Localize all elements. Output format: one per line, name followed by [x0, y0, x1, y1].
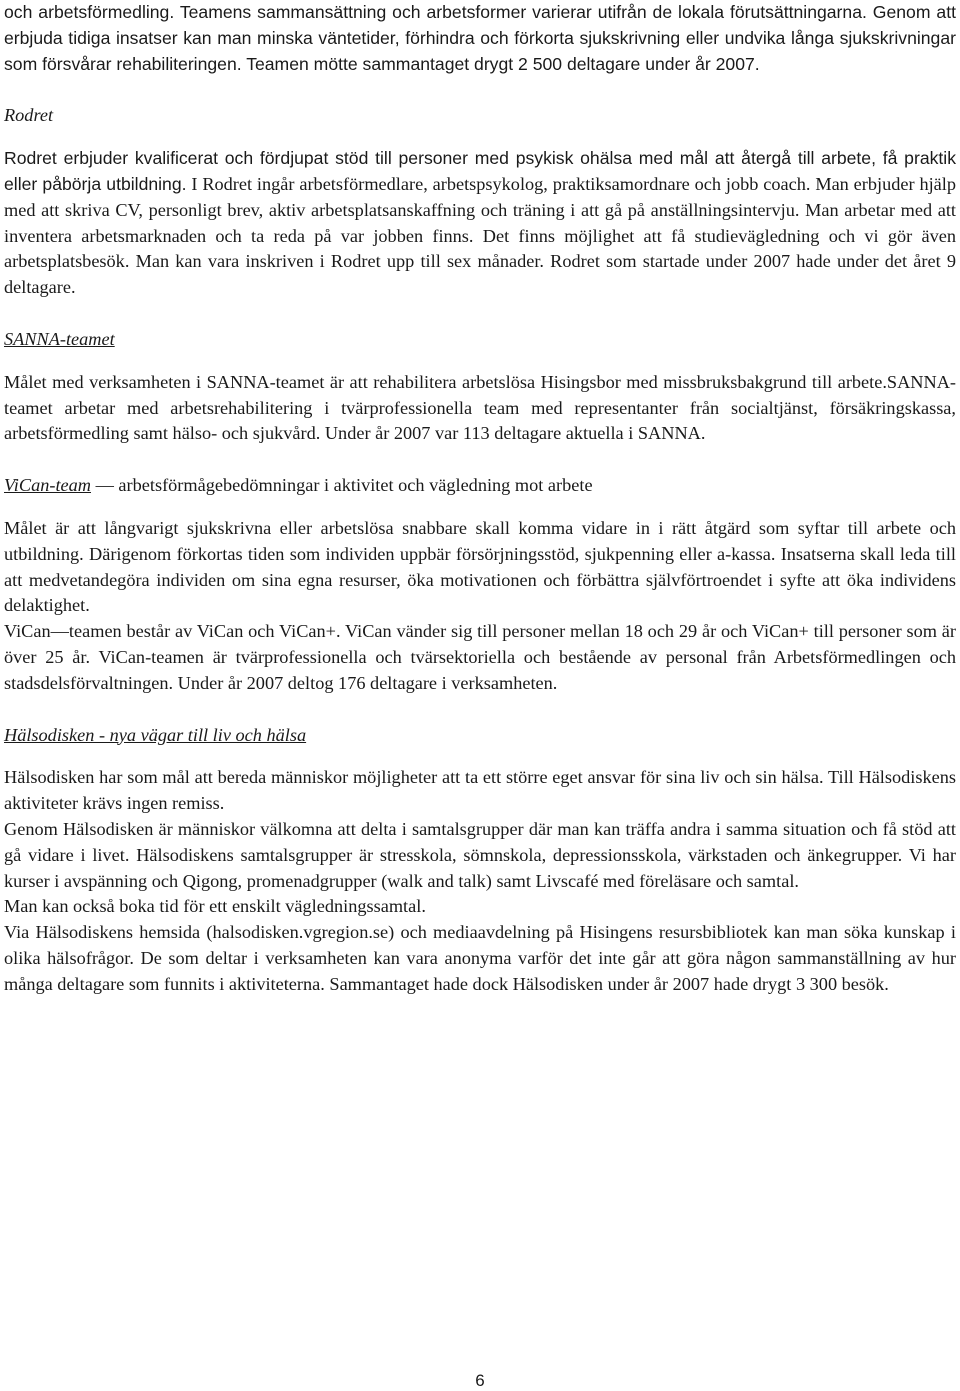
- halsodisken-paragraph-3: Man kan också boka tid för ett enskilt vägledningssamtal.: [4, 896, 426, 917]
- section-heading-vican-text: ViCan-team: [4, 475, 91, 496]
- section-heading-vican: [4, 473, 956, 499]
- section-heading-vican-subtitle: — arbetsförmågebedömningar i aktivitet och vägledning mot arbete: [91, 475, 593, 496]
- halsodisken-paragraph-1: Hälsodisken har som mål att bereda människor möjligheter att ta ett större eget ansvar för sina liv och sin hälsa. Till Hälsodiskens aktiviteter krävs ingen remiss.: [4, 767, 956, 814]
- section-heading-rodret: [4, 103, 956, 129]
- rodret-paragraph: [4, 146, 956, 301]
- section-heading-halsodisken-text: Hälsodisken - nya vägar till liv och hälsa: [4, 724, 307, 745]
- halsodisken-paragraph-2: Genom Hälsodisken är människor välkomna att delta i samtalsgrupper där man kan träffa andra i samma situation och få stöd att gå vidare i livet. Hälsodiskens samtalsgrupper är stresskola, sömnskola, depressionsskola, värkstaden och änkegrupper. Vi har kurser i avspänning och Qigong, promenadgrupper (walk and talk) samt Livscafé med föreläsare och samtal.: [4, 818, 956, 891]
- vican-paragraph: Målet är att långvarigt sjukskrivna eller arbetslösa snabbare skall komma vidare in i rätt åtgärd som syftar till arbete och utbildning. Därigenom förkortas tiden som individen uppbär försörjningsstöd, sjukpenning eller a-kassa. Insatserna skall leda till att medvetandegöra individen om sina egna resurser, öka motivationen och förbättra självförtroendet i syfte att öka individens delaktighet.: [4, 517, 956, 616]
- sanna-paragraph: Målet med verksamheten i SANNA-teamet är att rehabilitera arbetslösa Hisingsbor med missbruksbakgrund till arbete.SANNA-teamet arbetar med arbetsrehabilitering i tvärprofessionella team med representanter från socialtjänst, försäkringskassa, arbetsförmedling samt hälso- och sjukvård. Under år 2007 var 113 deltagare aktuella i SANNA.: [4, 371, 956, 444]
- rodret-paragraph-serif: I Rodret ingår arbetsförmedlare, arbetspsykolog, praktiksamordnare och jobb coach. Man erbjuder hjälp med att skriva CV, personligt brev, aktiv arbetsplatsanskaffning och träning i att gå på anställningsintervju. Man arbetar med att inventera arbetsmarknaden och ta reda på var jobben finns. Det finns möjlighet att få studievägledning och vi gör även arbetsplatsbesök. Man kan vara inskriven i Rodret upp till sex månader. Rodret som startade under 2007 hade under det året 9 deltagare.: [4, 173, 956, 298]
- section-heading-rodret-text: Rodret: [4, 105, 54, 126]
- section-heading-halsodisken: [4, 723, 956, 749]
- page-number: 6: [475, 1371, 485, 1390]
- rodret-paragraph-sans: Rodret erbjuder kvalificerat och fördjupat stöd till personer med psykisk ohälsa med mål att återgå till arbete, få praktik eller påbörja utbildning.: [4, 148, 956, 194]
- section-heading-sanna-text: SANNA-teamet: [4, 328, 115, 349]
- document-page: [4, 0, 956, 998]
- intro-paragraph: och arbetsförmedling. Teamens sammansättning och arbetsformer varierar utifrån de lokala förutsättningarna. Genom att erbjuda tidiga insatser kan man minska väntetider, förhindra och förkorta sjukskrivning eller undvika långa sjukskrivningar som försvårar rehabiliteringen. Teamen mötte sammantaget drygt 2 500 deltagare under år 2007.: [4, 2, 956, 74]
- halsodisken-paragraph-4: Via Hälsodiskens hemsida (halsodisken.vgregion.se) och mediaavdelning på Hisingens resursbibliotek kan man söka kunskap i olika hälsofrågor. De som deltar i verksamheten kan vara anonyma varför det inte går att göra någon sammanställning av hur många deltagare som funnits i aktiviteterna. Sammantaget hade dock Hälsodisken under år 2007 hade drygt 3 300 besök.: [4, 922, 956, 994]
- vican-paragraph-2: ViCan—teamen består av ViCan och ViCan+. ViCan vänder sig till personer mellan 18 och 29 år och ViCan+ till personer som är över 25 år. ViCan-teamen är tvärprofessionella och tvärsektoriella och bestående av personal från Arbetsförmedlingen och stadsdelsförvaltningen. Under år 2007 deltog 176 deltagare i verksamheten.: [4, 621, 956, 693]
- section-heading-sanna: [4, 327, 956, 353]
